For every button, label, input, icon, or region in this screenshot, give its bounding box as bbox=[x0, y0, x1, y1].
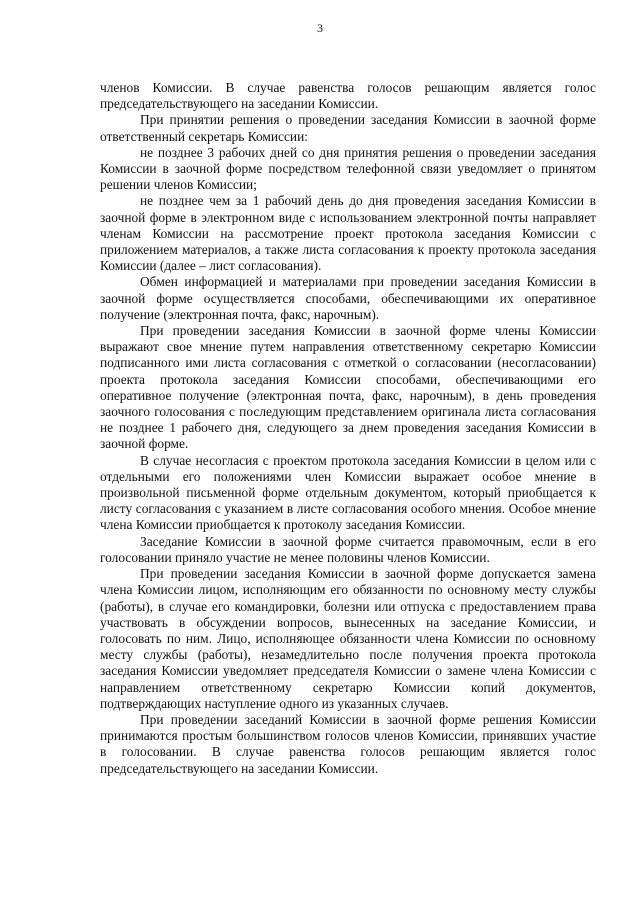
paragraph-decision-majority: При проведении заседаний Комиссии в заочной форме решения Комиссии принимаются простым большинством голосов членов Комиссии, принявших участие в голосовании. В случае равенства голосов решающим является голос председательствующего на заседании Комиссии. bbox=[100, 711, 596, 776]
paragraph-information-exchange: Обмен информацией и материалами при проведении заседания Комиссии в заочной форме осуществляется способами, обеспечивающими их оперативное получение (электронная почта, факс, нарочным). bbox=[100, 274, 596, 322]
paragraph-phone-notification: не позднее 3 рабочих дней со дня принятия решения о проведении заседания Комиссии в заочной форме посредством телефонной связи уведомляет о принятом решении членов Комиссии; bbox=[100, 144, 596, 193]
paragraph-quorum: Заседание Комиссии в заочной форме считается правомочным, если в его голосовании приняло участие не менее половины членов Комиссии. bbox=[100, 533, 596, 565]
document-body bbox=[100, 80, 596, 777]
paragraph-continuation: членов Комиссии. В случае равенства голосов решающим является голос председательствующего на заседании Комиссии. bbox=[100, 80, 596, 112]
paragraph-member-replacement: При проведении заседания Комиссии в заочной форме допускается замена члена Комиссии лицом, исполняющим его обязанности по основному месту службы (работы), в случае его командировки, болезни или отпуска с предоставлением права участвовать в обсуждении вопросов, вынесенных на заседание Комиссии, и голосовать по ним. Лицо, исполняющее обязанности члена Комиссии по основному месту службы (работы), незамедлительно после получения проекта протокола заседания Комиссии уведомляет председателя Комиссии о замене члена Комиссии с направлением ответственному секретарю Комиссии копий документов, подтверждающих наступление одного из указанных случаев. bbox=[100, 566, 596, 711]
paragraph-dissenting-opinion: В случае несогласия с проектом протокола заседания Комиссии в целом или с отдельными его положениями член Комиссии выражает особое мнение в произвольной письменной форме отдельным документом, который приобщается к листу согласования с указанием в листе согласования особого мнения. Особое мнение члена Комиссии приобщается к протоколу заседания Комиссии. bbox=[100, 452, 596, 533]
paragraph-email-draft-protocol: не позднее чем за 1 рабочий день до дня проведения заседания Комиссии в заочной форме в электронном виде с использованием электронной почты направляет членам Комиссии на рассмотрение проект протокола заседания Комиссии с приложением материалов, а также листа согласования к проекту протокола заседания Комиссии (далее – лист согласования). bbox=[100, 193, 596, 274]
paragraph-member-opinion: При проведении заседания Комиссии в заочной форме члены Комиссии выражают свое мнение путем направления ответственному секретарю Комиссии подписанного ими листа согласования с отметкой о согласовании (несогласовании) проекта протокола заседания Комиссии способами, обеспечивающими его оперативное получение (электронная почта, факс, нарочным), в день проведения заочного голосования с последующим представлением оригинала листа согласования не позднее 1 рабочего дня, следующего за днем проведения заседания Комиссии в заочной форме. bbox=[100, 323, 596, 452]
paragraph-remote-meeting-decision: При принятии решения о проведении заседания Комиссии в заочной форме ответственный секретарь Комиссии: bbox=[100, 112, 596, 144]
page-number: 3 bbox=[317, 21, 323, 35]
